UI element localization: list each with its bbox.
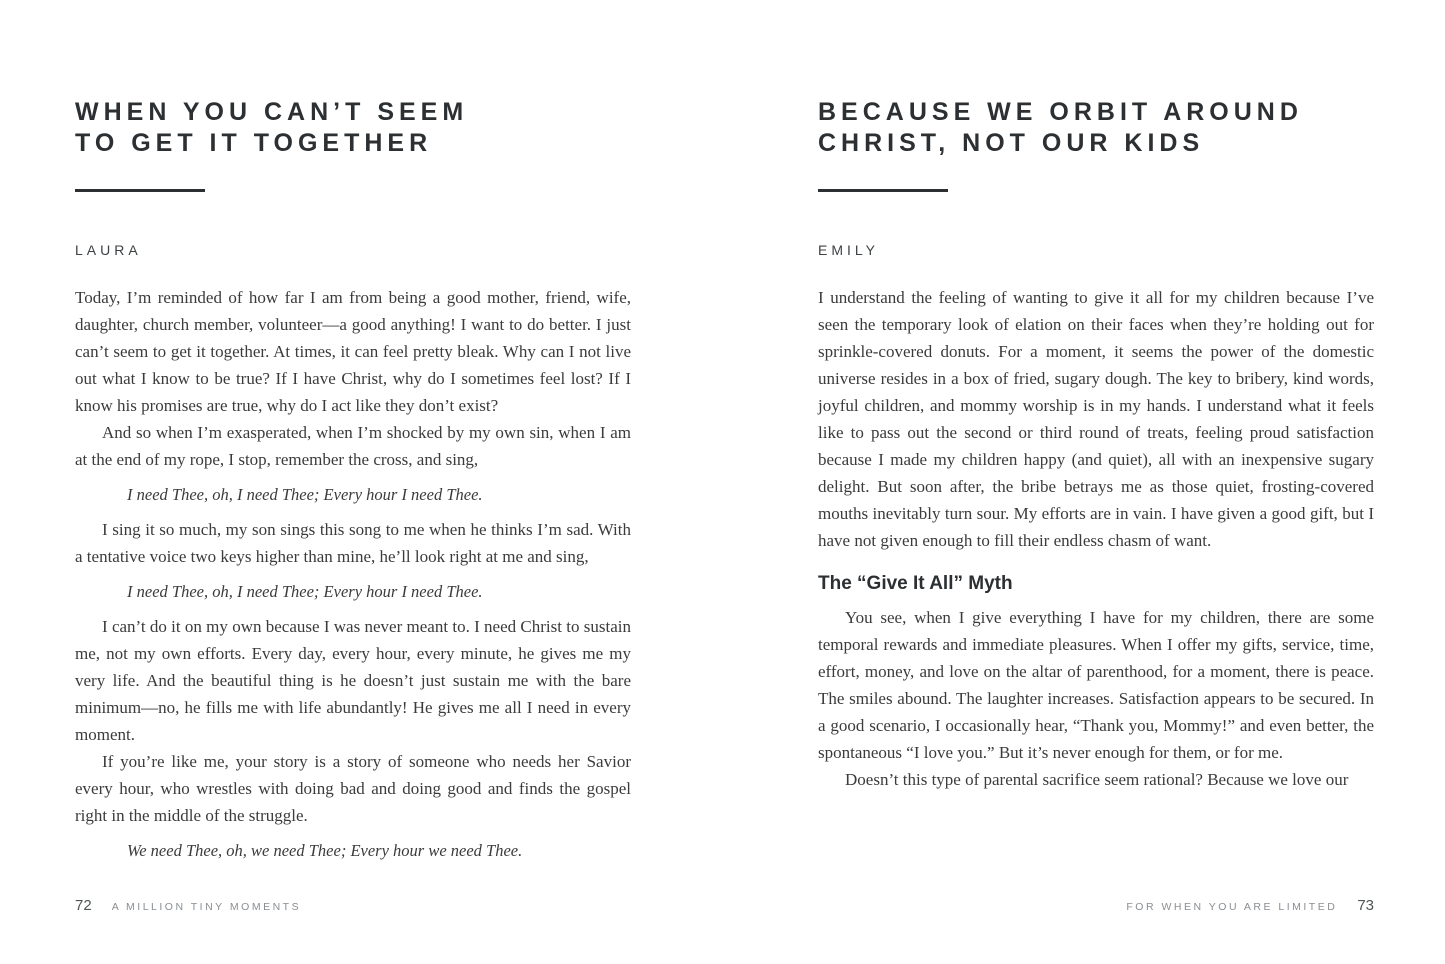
paragraph: And so when I’m exasperated, when I’m shocked by my own sin, when I am at the end of my rope, I stop, remember the cross, and sing, [75, 423, 631, 469]
paragraph: I sing it so much, my son sings this song to me when he thinks I’m sad. With a tentative voice two keys higher than mine, he’ll look right at me and sing, [75, 520, 631, 566]
right-chapter-title [818, 97, 1374, 159]
hymn-quote: I need Thee, oh, I need Thee; Every hour I need Thee. [127, 582, 483, 601]
right-title-rule-divider [818, 189, 948, 192]
right-body-text [818, 284, 1374, 793]
right-chapter-title-line-1: BECAUSE WE ORBIT AROUND [818, 98, 1303, 126]
paragraph: I understand the feeling of wanting to give it all for my children because I’ve seen the temporary look of elation on their faces when they’re holding out for sprinkle-covered donuts. For a moment, it seems the power of the domestic universe resides in a box of fried, sugary dough. The key to bribery, kind words, joyful children, and mommy worship is in my hands. I understand what it feels like to pass out the second or third round of treats, feeling proud satisfaction because I made my children happy (and quiet), all with an inexpensive sugary delight. But soon after, the bribe betrays me as those quiet, frosting-covered mouths inevitably turn sour. My efforts are in vain. I have given a good gift, but I have not given enough to fill their endless chasm of want. [818, 288, 1374, 550]
hymn-quote: I need Thee, oh, I need Thee; Every hour I need Thee. [127, 485, 483, 504]
section-subheading: The “Give It All” Myth [818, 573, 1013, 594]
right-page-footer [818, 897, 1374, 914]
right-chapter-title-line-2: CHRIST, NOT OUR KIDS [818, 129, 1205, 157]
left-author-name: LAURA [75, 242, 142, 258]
left-running-head: A MILLION TINY MOMENTS [111, 901, 302, 913]
paragraph: Today, I’m reminded of how far I am from being a good mother, friend, wife, daughter, church member, volunteer—a good anything! I want to do better. I just can’t seem to get it together. At times, it can feel pretty bleak. Why can I not live out what I know to be true? If I have Christ, why do I sometimes feel lost? If I know his promises are true, why do I act like they don’t exist? [75, 288, 631, 415]
left-chapter-title-line-1: WHEN YOU CAN’T SEEM [75, 98, 469, 126]
left-title-rule-divider [75, 189, 205, 192]
left-body-text [75, 284, 631, 864]
paragraph: I can’t do it on my own because I was never meant to. I need Christ to sustain me, not my own efforts. Every day, every hour, every minute, he gives me my very life. And the beautiful thing is he doesn’t just sustain me with the bare minimum—no, he fills me with life abundantly! He gives me all I need in every moment. [75, 617, 631, 744]
right-author-name: EMILY [818, 242, 879, 258]
left-chapter-title [75, 97, 631, 159]
right-page [818, 0, 1374, 964]
paragraph: Doesn’t this type of parental sacrifice seem rational? Because we love our [845, 770, 1349, 789]
paragraph: If you’re like me, your story is a story of someone who needs her Savior every hour, who wrestles with doing bad and doing good and finds the gospel right in the middle of the struggle. [75, 752, 631, 825]
right-page-number: 73 [1357, 897, 1374, 914]
left-page-number: 72 [75, 897, 92, 914]
right-running-head: FOR WHEN YOU ARE LIMITED [1126, 901, 1338, 913]
left-page-footer [75, 897, 631, 914]
hymn-quote: We need Thee, oh, we need Thee; Every hour we need Thee. [127, 841, 523, 860]
left-page [75, 0, 631, 964]
paragraph: You see, when I give everything I have for my children, there are some temporal rewards and immediate pleasures. When I offer my gifts, service, time, effort, money, and love on the altar of parenthood, for a moment, there is peace. The smiles abound. The laughter increases. Satisfaction appears to be secured. In a good scenario, I occasionally hear, “Thank you, Mommy!” and even better, the spontaneous “I love you.” But it’s never enough for them, or for me. [818, 608, 1374, 762]
left-chapter-title-line-2: TO GET IT TOGETHER [75, 129, 433, 157]
